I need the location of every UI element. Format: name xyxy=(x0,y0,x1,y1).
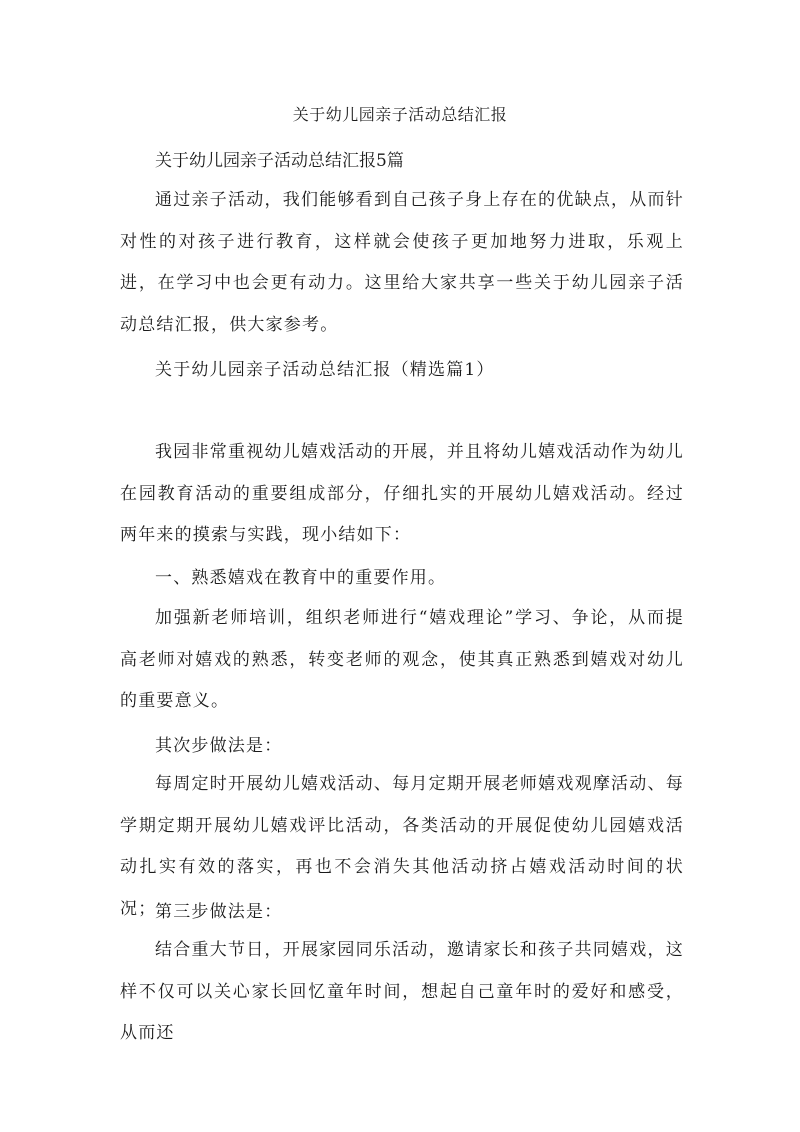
step-heading-3: 第三步做法是： xyxy=(155,902,283,922)
body-paragraph-1: 我园非常重视幼儿嬉戏活动的开展，并且将幼儿嬉戏活动作为幼儿在园教育活动的重要组成部分，仔细扎实的开展幼儿嬉戏活动。经过两年来的摸索与实践，现小结如下： xyxy=(120,442,684,545)
body-paragraph-2: 加强新老师培训，组织老师进行“嬉戏理论”学习、争论，从而提高老师对嬉戏的熟悉，转变老师的观念，使其真正熟悉到嬉戏对幼儿的重要意义。 xyxy=(120,608,684,711)
point-heading-1: 一、熟悉嬉戏在教育中的重要作用。 xyxy=(155,568,447,588)
document-subtitle: 关于幼儿园亲子活动总结汇报5篇 xyxy=(155,151,404,171)
body-paragraph-4: 结合重大节日，开展家园同乐活动，邀请家长和孩子共同嬉戏，这样不仅可以关心家长回忆童年时间，想起自己童年时的爱好和感受，从而还 xyxy=(120,940,684,1043)
section-heading: 关于幼儿园亲子活动总结汇报（精选篇1） xyxy=(155,360,495,380)
body-paragraph-3: 每周定时开展幼儿嬉戏活动、每月定期开展老师嬉戏观摩活动、每学期定期开展幼儿嬉戏评比活动，各类活动的开展促使幼儿园嬉戏活动扎实有效的落实，再也不会消失其他活动挤占嬉戏活动时间的状况； xyxy=(120,774,684,919)
intro-paragraph: 通过亲子活动，我们能够看到自己孩子身上存在的优缺点，从而针对性的对孩子进行教育，这样就会使孩子更加地努力进取，乐观上进，在学习中也会更有动力。这里给大家共享一些关于幼儿园亲子活动总结汇报，供大家参考。 xyxy=(120,190,684,335)
step-heading-2: 其次步做法是： xyxy=(155,736,283,756)
document-title: 关于幼儿园亲子活动总结汇报 xyxy=(292,105,508,124)
